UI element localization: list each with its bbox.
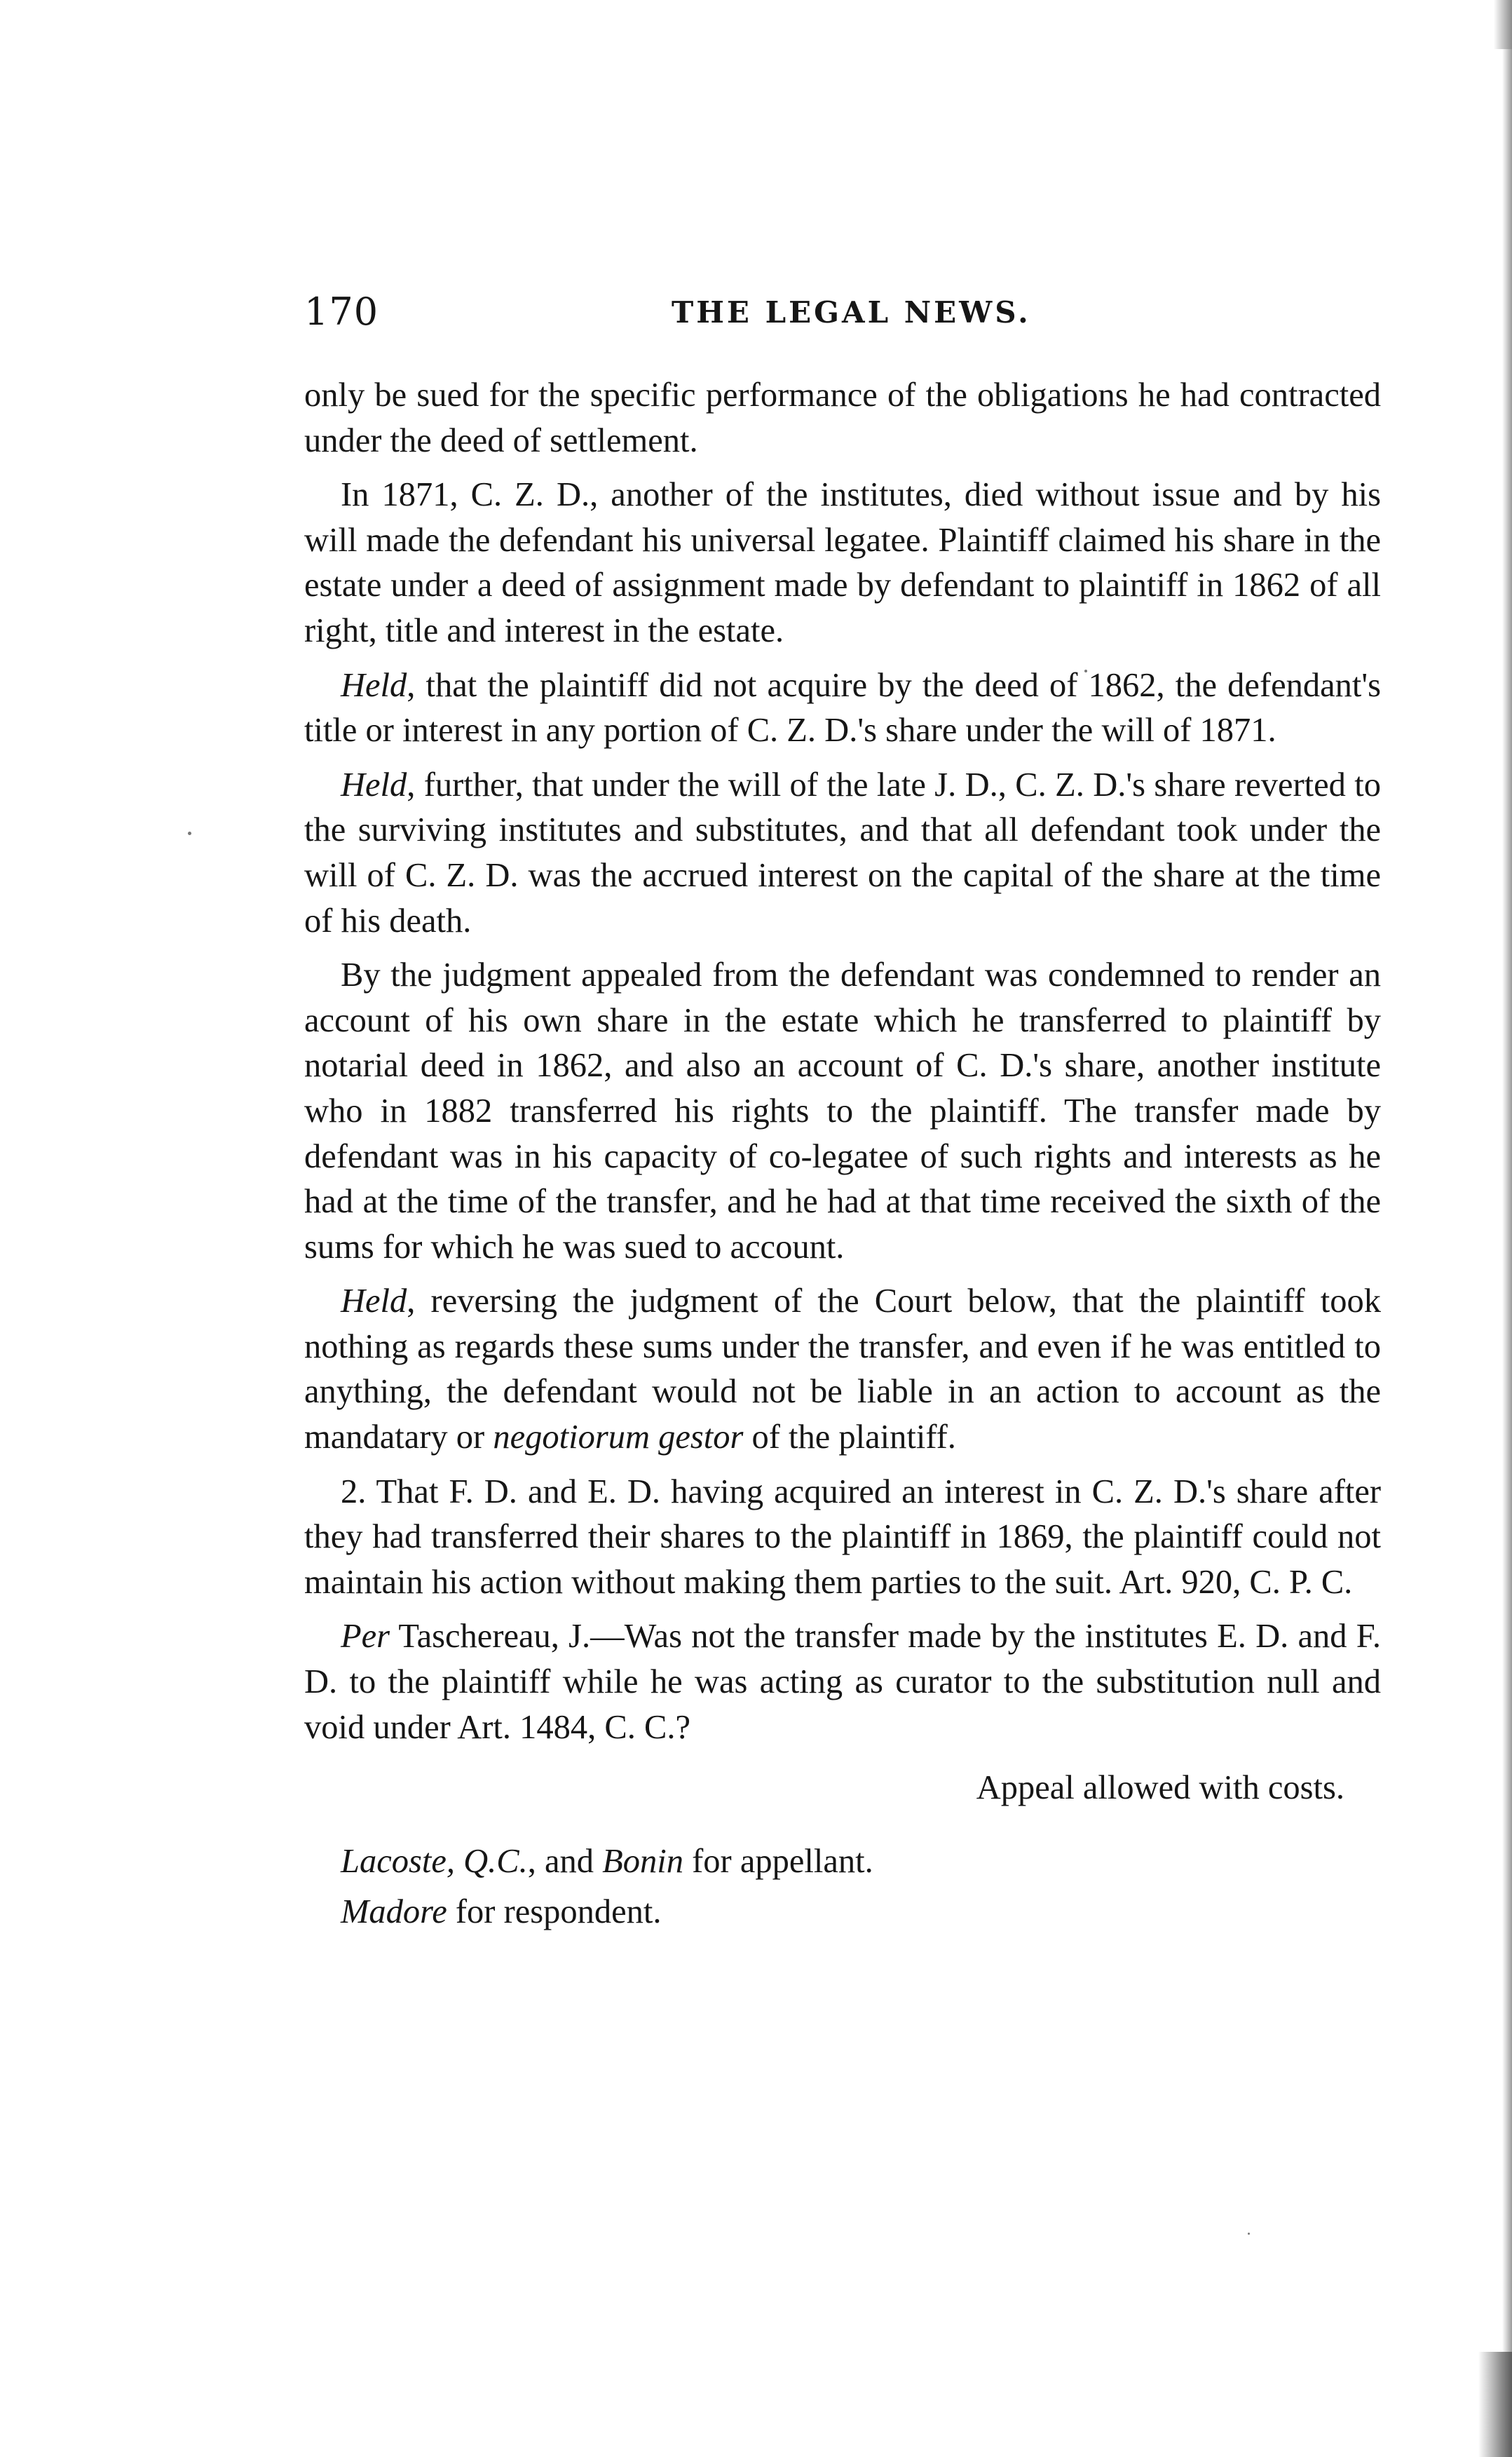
page-number: 170 <box>304 290 379 334</box>
counsel-respondent: Madore for respondent. <box>341 1893 662 1931</box>
page-corner-shadow-top <box>1494 0 1512 49</box>
paragraph-1: only be sued for the specific performance of the obligations he had contracted under the deed of settlement. <box>304 377 1381 459</box>
paragraph-8-per: Per Taschereau, J.—Was not the transfer made by the institutes E. D. and F. D. to the plaintiff while he was acting as curator to the substitution null and void under Art. 1484, C. C.? <box>304 1618 1381 1746</box>
italic-term: negotiorum gestor <box>493 1419 744 1456</box>
page-edge-shadow <box>1502 0 1512 2457</box>
italic-lead: Held <box>341 666 407 704</box>
disposition: Appeal allowed with costs. <box>976 1769 1344 1807</box>
paragraph-3-held: Held, that the plaintiff did not acquire by the deed of 1862, the defendant's title or interest in any portion of C. Z. D.'s share under the will of 1871. <box>304 666 1381 750</box>
page-corner-shadow-bottom <box>1478 2352 1512 2457</box>
italic-lead: Per <box>341 1618 390 1656</box>
paragraph-4-held: Held, further, that under the will of the late J. D., C. Z. D.'s share reverted to the surviving institutes and substitutes, and that all defendant took under the will of C. Z. D. was the accrued interest on the capital of the share at the time of his death. <box>304 766 1381 940</box>
scan-speck <box>188 832 191 835</box>
page-header <box>304 287 1381 337</box>
counsel-appellant: Lacoste, Q.C., and Bonin for appellant. <box>341 1842 873 1880</box>
scan-speck <box>1248 2233 1250 2235</box>
paragraph-6-held: Held, reversing the judgment of the Court below, that the plaintiff took nothing as regards these sums under the transfer, and even if he was entitled to anything, the defendant would not be liable in an action to account as the mandatary or negotiorum gestor of the plaintiff. <box>304 1282 1381 1456</box>
italic-lead: Held <box>341 1282 407 1320</box>
page-body <box>304 373 1381 1935</box>
paragraph-5: By the judgment appealed from the defendant was condemned to render an account of his own share in the estate which he transferred to plaintiff by notarial deed in 1862, and also an account of C. D.'s share, another institute who in 1882 transferred his rights to the plaintiff. The transfer made by defendant was in his capacity of co-legatee of such rights and interests as he had at the time of the transfer, and he had at that time received the sixth of the sums for which he was sued to account. <box>304 956 1381 1266</box>
paragraph-7: 2. That F. D. and E. D. having acquired an interest in C. Z. D.'s share after they had transferred their shares to the plaintiff in 1869, the plaintiff could not maintain his action without making them parties to the suit. Art. 920, C. P. C. <box>304 1473 1381 1601</box>
running-head: THE LEGAL NEWS. <box>672 295 1031 330</box>
italic-lead: Held <box>341 766 407 804</box>
paragraph-2: In 1871, C. Z. D., another of the institutes, died without issue and by his will made the defendant his universal legatee. Plaintiff claimed his share in the estate under a deed of assignment made by defendant to plaintiff in 1862 of all right, title and interest in the estate. <box>304 476 1381 649</box>
